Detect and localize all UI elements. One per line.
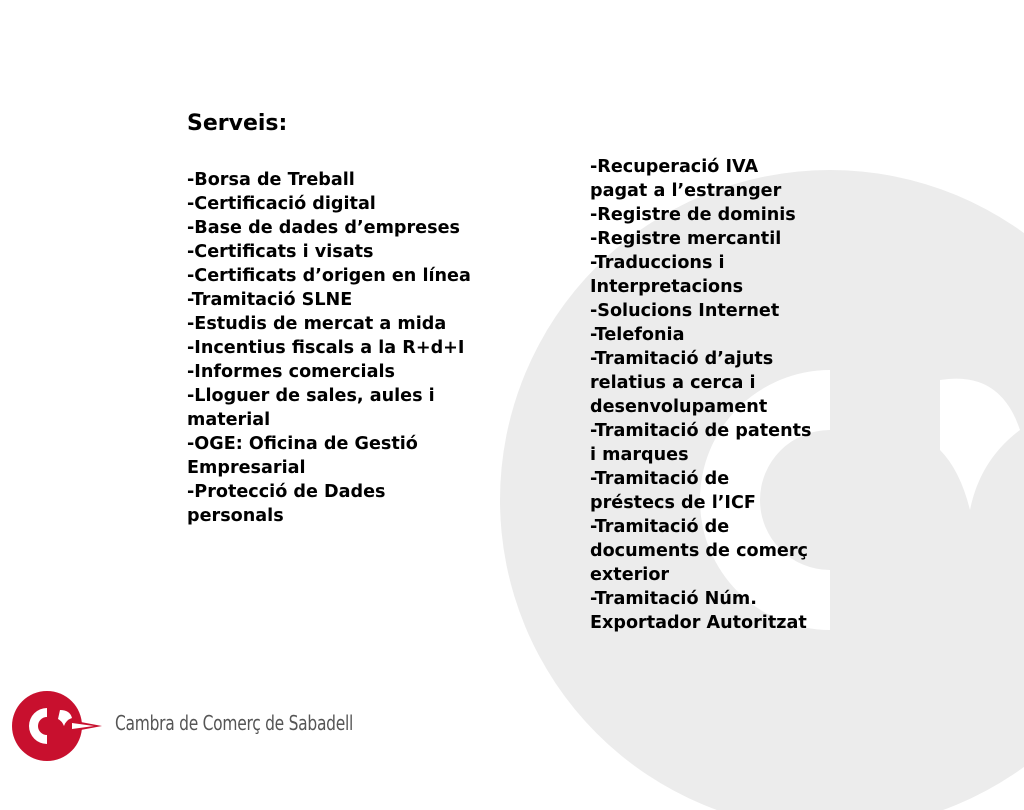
organization-name: Cambra de Comerç de Sabadell bbox=[115, 711, 354, 735]
list-item: -Certificats i visats bbox=[187, 242, 374, 262]
list-item: -Informes comercials bbox=[187, 362, 395, 382]
list-item: -Registre de dominis bbox=[590, 205, 796, 225]
cambra-logo-icon bbox=[10, 688, 106, 764]
list-item: -Solucions Internet bbox=[590, 301, 780, 321]
list-item: -Tramitació de préstecs de l’ICF bbox=[590, 469, 756, 513]
list-item: -Tramitació de patents i marques bbox=[590, 421, 812, 465]
list-item: -Registre mercantil bbox=[590, 229, 782, 249]
list-item: -Tramitació Núm. Exportador Autoritzat bbox=[590, 589, 807, 633]
list-item: -Certificats d’origen en línea bbox=[187, 266, 471, 286]
list-item: -Base de dades d’empreses bbox=[187, 218, 460, 238]
list-item: -Tramitació d’ajuts relatius a cerca i desenvolupament bbox=[590, 349, 774, 417]
list-item: -Protecció de Dades personals bbox=[187, 482, 386, 526]
list-item: -Estudis de mercat a mida bbox=[187, 314, 447, 334]
services-list-right bbox=[590, 155, 815, 635]
list-item: -Certificació digital bbox=[187, 194, 376, 214]
page-title: Serveis: bbox=[187, 111, 288, 136]
list-item: -Borsa de Treball bbox=[187, 170, 355, 190]
list-item: -OGE: Oficina de Gestió Empresarial bbox=[187, 434, 418, 478]
list-item: -Recuperació IVA pagat a l’estranger bbox=[590, 157, 782, 201]
list-item: -Traduccions i Interpretacions bbox=[590, 253, 744, 297]
list-item: -Lloguer de sales, aules i material bbox=[187, 386, 435, 430]
list-item: -Tramitació SLNE bbox=[187, 290, 353, 310]
list-item: -Incentius fiscals a la R+d+I bbox=[187, 338, 465, 358]
list-item: -Telefonia bbox=[590, 325, 685, 345]
services-list-left bbox=[187, 168, 477, 528]
list-item: -Tramitació de documents de comerç exterior bbox=[590, 517, 808, 585]
